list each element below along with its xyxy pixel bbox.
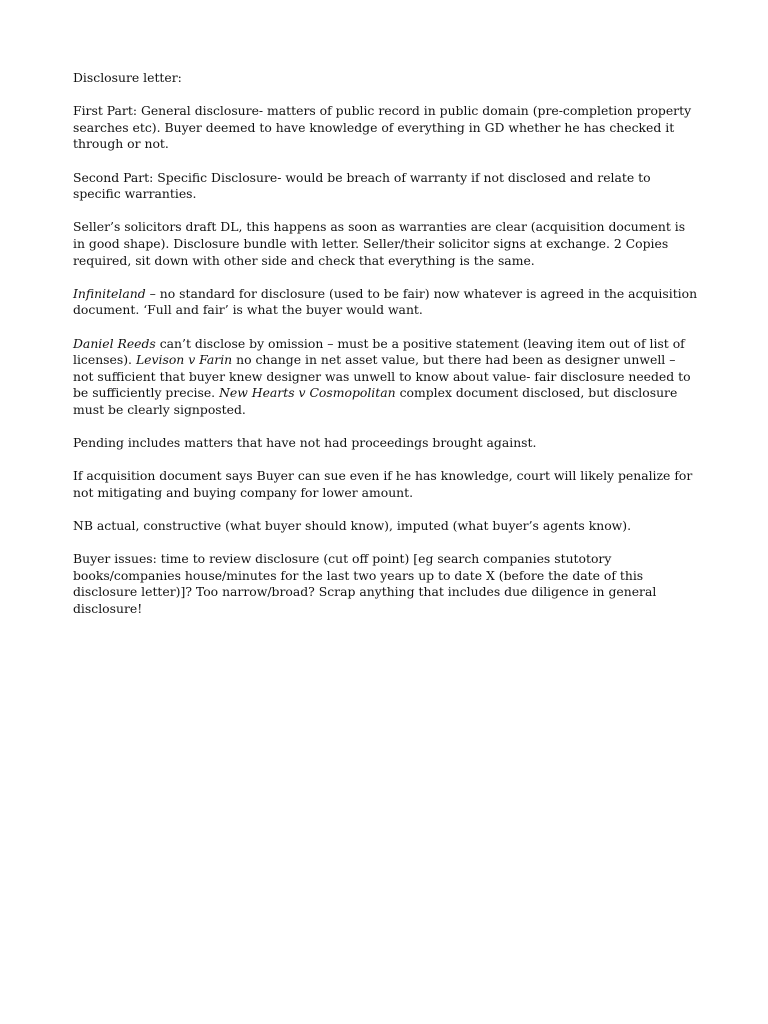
paragraph-text: no change in net asset value, but there had been as designer unwell – not sufficient that buyer knew designer was unwell to know about value- fair disclosure needed to be sufficiently precise. [73,352,691,401]
paragraph-daniel-reeds [73,336,698,419]
paragraph-nb-knowledge: NB actual, constructive (what buyer should know), imputed (what buyer’s agents know). [73,518,632,534]
paragraph-infiniteland [73,286,698,319]
paragraph-pending: Pending includes matters that have not had proceedings brought against. [73,435,537,451]
document-title: Disclosure letter: [73,70,182,85]
document-page [73,70,698,634]
paragraph-first-part: First Part: General disclosure- matters of public record in public domain (pre-completion property searches etc). Buyer deemed to have knowledge of everything in GD whether he has checked it through or not. [73,103,692,152]
paragraph-sellers-solicitors: Seller’s solicitors draft DL, this happens as soon as warranties are clear (acquisition document is in good shape). Disclosure bundle with letter. Seller/their solicitor signs at exchange. 2 Copies required, sit down with other side and check that everything is the same. [73,219,686,268]
paragraph-text: can’t disclose by omission – must be a positive statement (leaving item out of list of licenses). [73,335,685,368]
paragraph-text: – no standard for disclosure (used to be fair) now whatever is agreed in the acquisition document. ‘Full and fair’ is what the buyer would want. [73,285,698,318]
paragraph-second-part: Second Part: Specific Disclosure- would be breach of warranty if not disclosed and relate to specific warranties. [73,169,651,202]
case-name-infiniteland: Infiniteland [73,285,146,301]
case-name-daniel-reeds: Daniel Reeds [73,335,156,351]
paragraph-text: complex document disclosed, but disclosure must be clearly signposted. [73,385,678,417]
case-name-new-hearts-v-cosmopolitan: New Hearts v Cosmopolitan [219,385,396,401]
paragraph-acquisition-document: If acquisition document says Buyer can sue even if he has knowledge, court will likely penalize for not mitigating and buying company for lower amount. [73,468,693,500]
case-name-levison-v-farin: Levison v Farin [135,352,233,368]
paragraph-buyer-issues: Buyer issues: time to review disclosure (cut off point) [eg search companies stutotory books/companies house/minutes for the last two years up to date X (before the date of this disclosure letter)]? Too narrow/broad? Scrap anything that includes due diligence in general disclosure! [73,551,657,616]
